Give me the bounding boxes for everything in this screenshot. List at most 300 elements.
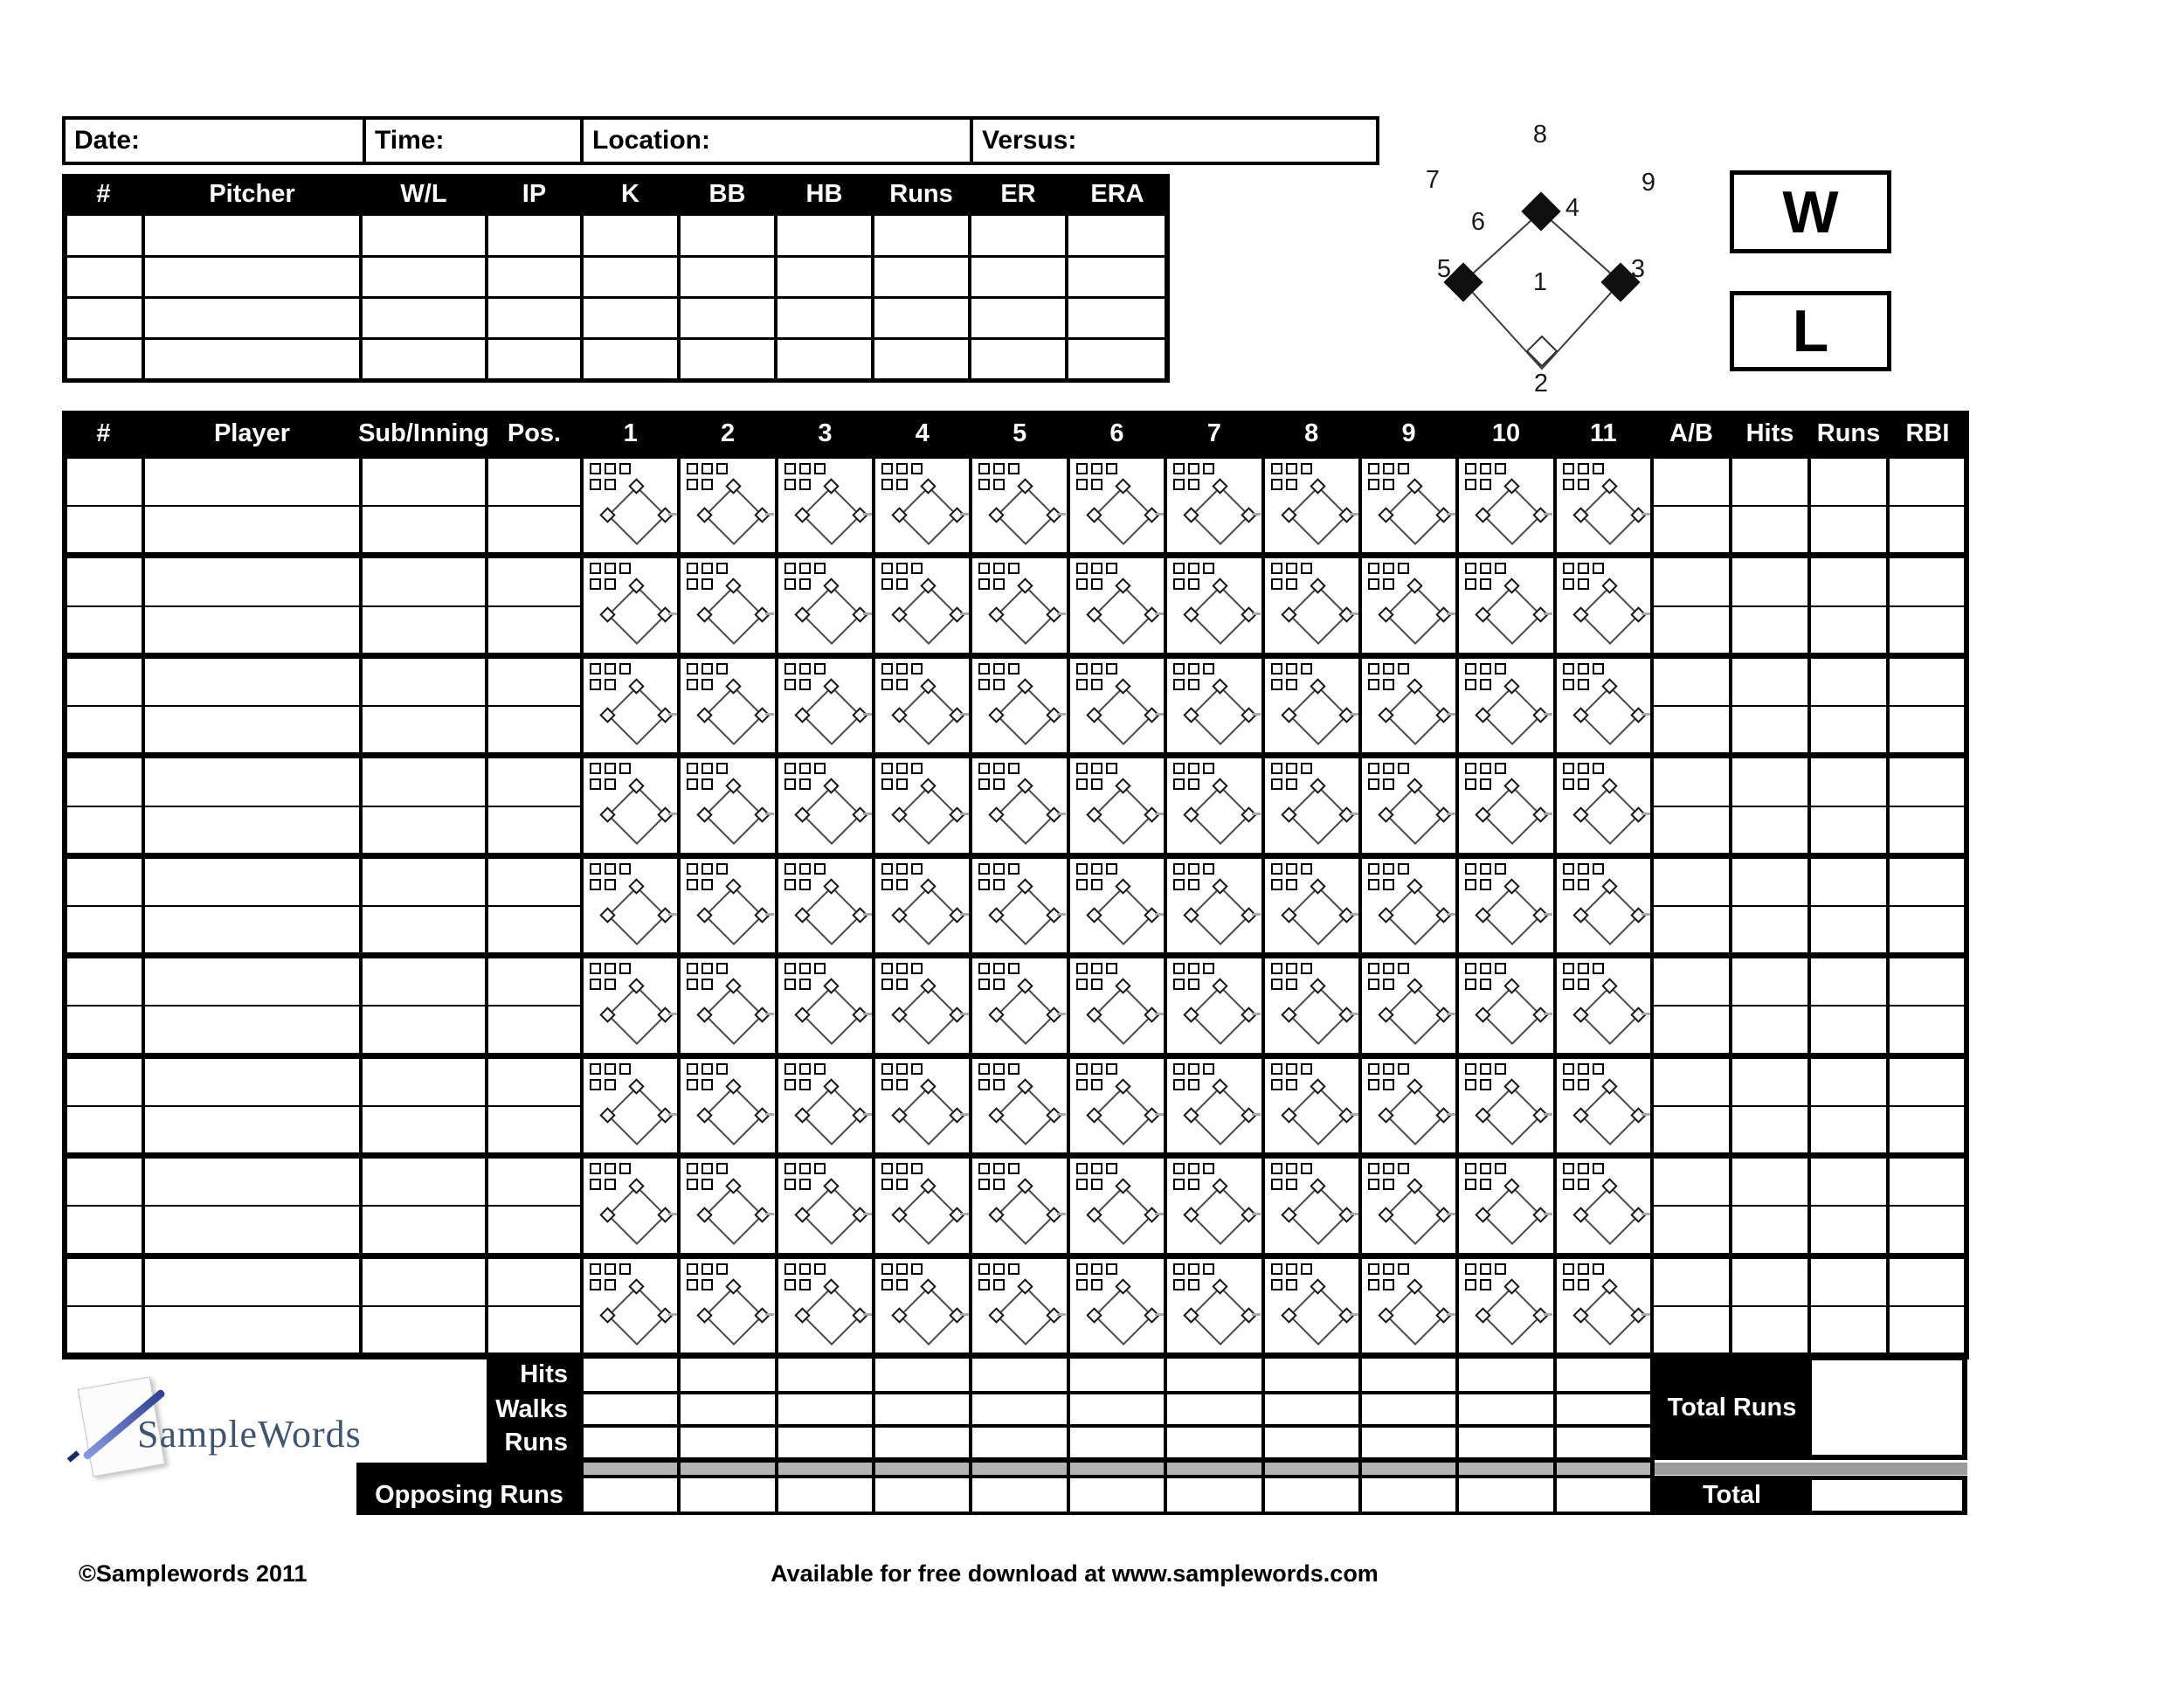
rbi-cell[interactable] — [1890, 859, 1964, 905]
pitch-count-box[interactable] — [590, 1179, 601, 1190]
summary-runs-cell[interactable] — [1557, 1428, 1650, 1457]
scoring-cell-inning-4[interactable] — [875, 1159, 969, 1252]
pitch-count-box[interactable] — [1383, 1079, 1394, 1090]
pitch-count-box[interactable] — [814, 1263, 826, 1275]
pitch-count-box[interactable] — [619, 563, 631, 574]
pitch-count-box[interactable] — [1091, 778, 1102, 790]
pitch-count-box[interactable] — [1368, 879, 1379, 890]
sub-inning-cell[interactable] — [363, 958, 485, 1005]
scoring-cell-inning-3[interactable] — [778, 958, 872, 1052]
scoring-cell-inning-1[interactable] — [584, 459, 677, 552]
pitch-count-box[interactable] — [1563, 479, 1574, 490]
pitcher-cell[interactable] — [971, 258, 1065, 296]
pitch-count-box[interactable] — [619, 663, 631, 675]
player-sub-cell[interactable] — [145, 1107, 359, 1152]
pitch-count-box[interactable] — [1465, 679, 1476, 690]
scoring-cell-inning-5[interactable] — [972, 659, 1066, 752]
pitch-count-box[interactable] — [1563, 463, 1574, 474]
pitch-count-box[interactable] — [1286, 1079, 1297, 1090]
pitch-count-box[interactable] — [1271, 1279, 1282, 1290]
pitch-count-box[interactable] — [1383, 479, 1394, 490]
pitch-count-box[interactable] — [799, 1179, 811, 1190]
pitch-count-box[interactable] — [1203, 1163, 1214, 1174]
scoring-cell-inning-4[interactable] — [875, 659, 969, 752]
pitch-count-box[interactable] — [1383, 679, 1394, 690]
pitch-count-box[interactable] — [1465, 863, 1476, 875]
scoring-cell-inning-3[interactable] — [778, 859, 872, 952]
pitch-count-box[interactable] — [1368, 963, 1379, 974]
scoring-cell-inning-9[interactable] — [1362, 1159, 1455, 1252]
pitch-count-box[interactable] — [1495, 1063, 1506, 1075]
total-runs-value-cell[interactable] — [1812, 1360, 1962, 1455]
pitch-count-box[interactable] — [590, 778, 601, 790]
pitch-count-box[interactable] — [1271, 1179, 1282, 1190]
summary-walks-cell[interactable] — [1459, 1394, 1552, 1424]
pitch-count-box[interactable] — [1076, 863, 1088, 875]
pitch-count-box[interactable] — [799, 479, 811, 490]
pitch-count-box[interactable] — [1188, 563, 1199, 574]
pitch-count-box[interactable] — [716, 663, 728, 675]
hits-cell[interactable] — [1732, 558, 1807, 605]
pitch-count-box[interactable] — [1188, 1179, 1199, 1190]
summary-opposing-runs-cell[interactable] — [584, 1478, 677, 1512]
scoring-cell-inning-9[interactable] — [1362, 659, 1455, 752]
scoring-cell-inning-10[interactable] — [1459, 958, 1552, 1052]
summary-walks-cell[interactable] — [681, 1394, 774, 1424]
pitcher-cell[interactable] — [778, 216, 871, 255]
pitch-count-box[interactable] — [1076, 479, 1088, 490]
pitch-count-box[interactable] — [1173, 578, 1185, 590]
pitch-count-box[interactable] — [799, 863, 811, 875]
scoring-cell-inning-3[interactable] — [778, 659, 872, 752]
pitch-count-box[interactable] — [1106, 563, 1117, 574]
pitch-count-box[interactable] — [911, 1063, 923, 1075]
pitch-count-box[interactable] — [896, 479, 908, 490]
pitch-count-box[interactable] — [702, 778, 713, 790]
player-cell[interactable] — [145, 459, 359, 505]
pitch-count-box[interactable] — [978, 679, 990, 690]
scoring-cell-inning-5[interactable] — [972, 1259, 1066, 1352]
scoring-cell-inning-11[interactable] — [1557, 459, 1650, 552]
pitch-count-box[interactable] — [687, 663, 698, 675]
pitch-count-box[interactable] — [1593, 1163, 1604, 1174]
pitch-count-box[interactable] — [978, 578, 990, 590]
pitch-count-box[interactable] — [1383, 763, 1394, 774]
pitch-count-box[interactable] — [1368, 1163, 1379, 1174]
pitch-count-box[interactable] — [1563, 679, 1574, 690]
summary-hits-cell[interactable] — [875, 1359, 969, 1391]
runs-sub-cell[interactable] — [1811, 1007, 1886, 1052]
pitch-count-box[interactable] — [1106, 963, 1117, 974]
pitch-count-box[interactable] — [1383, 1179, 1394, 1190]
rbi-sub-cell[interactable] — [1890, 1007, 1964, 1052]
pitch-count-box[interactable] — [605, 763, 616, 774]
pitch-count-box[interactable] — [993, 463, 1005, 474]
pitch-count-box[interactable] — [590, 1279, 601, 1290]
scoring-cell-inning-10[interactable] — [1459, 558, 1552, 652]
pitch-count-box[interactable] — [1383, 578, 1394, 590]
pitch-count-box[interactable] — [1203, 763, 1214, 774]
scoring-cell-inning-5[interactable] — [972, 1159, 1066, 1252]
pitch-count-box[interactable] — [896, 463, 908, 474]
pitch-count-box[interactable] — [619, 1063, 631, 1075]
num-cell[interactable] — [67, 558, 142, 605]
pitch-count-box[interactable] — [1301, 1163, 1312, 1174]
pitch-count-box[interactable] — [896, 578, 908, 590]
pitch-count-box[interactable] — [1301, 763, 1312, 774]
pitch-count-box[interactable] — [1465, 578, 1476, 590]
scoring-cell-inning-8[interactable] — [1265, 1259, 1358, 1352]
pitch-count-box[interactable] — [1271, 863, 1282, 875]
pitch-count-box[interactable] — [1203, 1063, 1214, 1075]
pitch-count-box[interactable] — [687, 679, 698, 690]
scoring-cell-inning-3[interactable] — [778, 758, 872, 852]
pitch-count-box[interactable] — [784, 1279, 796, 1290]
pitch-count-box[interactable] — [993, 479, 1005, 490]
pitch-count-box[interactable] — [702, 1079, 713, 1090]
info-field-versus[interactable] — [973, 120, 1376, 162]
pitch-count-box[interactable] — [1383, 1279, 1394, 1290]
pitcher-cell[interactable] — [145, 299, 359, 337]
ab-sub-cell[interactable] — [1654, 507, 1729, 552]
pitch-count-box[interactable] — [1188, 1263, 1199, 1275]
pitch-count-box[interactable] — [911, 1163, 923, 1174]
pos-sub-cell[interactable] — [488, 507, 580, 552]
num-cell[interactable] — [67, 459, 142, 505]
pitcher-cell[interactable] — [971, 216, 1065, 255]
scoring-cell-inning-1[interactable] — [584, 1059, 677, 1152]
pitch-count-box[interactable] — [978, 763, 990, 774]
pitch-count-box[interactable] — [814, 763, 826, 774]
pitch-count-box[interactable] — [1076, 763, 1088, 774]
pitch-count-box[interactable] — [1593, 663, 1604, 675]
pitcher-cell[interactable] — [363, 216, 485, 255]
pitch-count-box[interactable] — [1578, 578, 1589, 590]
player-sub-cell[interactable] — [145, 1207, 359, 1252]
scoring-cell-inning-6[interactable] — [1070, 459, 1164, 552]
pitcher-cell[interactable] — [778, 299, 871, 337]
pitch-count-box[interactable] — [799, 1079, 811, 1090]
pitch-count-box[interactable] — [1091, 1279, 1102, 1290]
pitch-count-box[interactable] — [896, 1079, 908, 1090]
pitch-count-box[interactable] — [1008, 563, 1019, 574]
runs-cell[interactable] — [1811, 1159, 1886, 1205]
summary-walks-cell[interactable] — [1167, 1394, 1261, 1424]
pitch-count-box[interactable] — [881, 679, 893, 690]
pitch-count-box[interactable] — [911, 463, 923, 474]
pitch-count-box[interactable] — [1563, 763, 1574, 774]
scoring-cell-inning-4[interactable] — [875, 859, 969, 952]
pitcher-cell[interactable] — [874, 216, 968, 255]
pitch-count-box[interactable] — [1578, 1279, 1589, 1290]
pitch-count-box[interactable] — [896, 1263, 908, 1275]
pitch-count-box[interactable] — [1383, 979, 1394, 990]
pitch-count-box[interactable] — [1076, 963, 1088, 974]
pitch-count-box[interactable] — [1271, 879, 1282, 890]
pitch-count-box[interactable] — [1465, 1179, 1476, 1190]
pitch-count-box[interactable] — [1076, 563, 1088, 574]
scoring-cell-inning-3[interactable] — [778, 459, 872, 552]
scoring-cell-inning-3[interactable] — [778, 1159, 872, 1252]
scoring-cell-inning-2[interactable] — [681, 1259, 774, 1352]
pitch-count-box[interactable] — [716, 563, 728, 574]
pos-cell[interactable] — [488, 958, 580, 1005]
pitch-count-box[interactable] — [1008, 1263, 1019, 1275]
scoring-cell-inning-9[interactable] — [1362, 558, 1455, 652]
pitch-count-box[interactable] — [978, 663, 990, 675]
pitch-count-box[interactable] — [1480, 578, 1491, 590]
pitch-count-box[interactable] — [619, 763, 631, 774]
summary-runs-cell[interactable] — [681, 1428, 774, 1457]
sub-inning-cell[interactable] — [363, 459, 485, 505]
summary-hits-cell[interactable] — [778, 1359, 872, 1391]
pos-sub-cell[interactable] — [488, 707, 580, 752]
scoring-cell-inning-1[interactable] — [584, 958, 677, 1052]
pitch-count-box[interactable] — [881, 663, 893, 675]
summary-walks-cell[interactable] — [584, 1394, 677, 1424]
scoring-cell-inning-11[interactable] — [1557, 1259, 1650, 1352]
pitch-count-box[interactable] — [619, 463, 631, 474]
pitch-count-box[interactable] — [1188, 979, 1199, 990]
pitch-count-box[interactable] — [1286, 463, 1297, 474]
pitcher-cell[interactable] — [874, 340, 968, 378]
pitch-count-box[interactable] — [1465, 1063, 1476, 1075]
pitch-count-box[interactable] — [590, 479, 601, 490]
num-sub-cell[interactable] — [67, 807, 142, 853]
pos-cell[interactable] — [488, 659, 580, 705]
pitch-count-box[interactable] — [619, 1163, 631, 1174]
sub-inning-sub-cell[interactable] — [363, 507, 485, 552]
scoring-cell-inning-1[interactable] — [584, 1259, 677, 1352]
num-cell[interactable] — [67, 1059, 142, 1105]
summary-opposing-runs-cell[interactable] — [1070, 1478, 1164, 1512]
scoring-cell-inning-7[interactable] — [1167, 1159, 1261, 1252]
pitch-count-box[interactable] — [1091, 679, 1102, 690]
pitch-count-box[interactable] — [1563, 863, 1574, 875]
pitch-count-box[interactable] — [896, 879, 908, 890]
rbi-sub-cell[interactable] — [1890, 607, 1964, 653]
runs-cell[interactable] — [1811, 1259, 1886, 1305]
pitch-count-box[interactable] — [784, 563, 796, 574]
pitch-count-box[interactable] — [1465, 763, 1476, 774]
info-field-time[interactable] — [366, 120, 580, 162]
summary-hits-cell[interactable] — [1070, 1359, 1164, 1391]
scoring-cell-inning-3[interactable] — [778, 1059, 872, 1152]
rbi-sub-cell[interactable] — [1890, 807, 1964, 853]
rbi-sub-cell[interactable] — [1890, 1107, 1964, 1152]
runs-cell[interactable] — [1811, 459, 1886, 505]
pitch-count-box[interactable] — [687, 563, 698, 574]
runs-sub-cell[interactable] — [1811, 607, 1886, 653]
pitch-count-box[interactable] — [1091, 578, 1102, 590]
pitch-count-box[interactable] — [1465, 1163, 1476, 1174]
pitch-count-box[interactable] — [1076, 1163, 1088, 1174]
rbi-cell[interactable] — [1890, 958, 1964, 1005]
pitch-count-box[interactable] — [896, 1163, 908, 1174]
pitch-count-box[interactable] — [881, 763, 893, 774]
rbi-cell[interactable] — [1890, 758, 1964, 805]
pitch-count-box[interactable] — [1465, 1263, 1476, 1275]
pitch-count-box[interactable] — [605, 1079, 616, 1090]
pitch-count-box[interactable] — [687, 1163, 698, 1174]
pitch-count-box[interactable] — [716, 763, 728, 774]
runs-cell[interactable] — [1811, 958, 1886, 1005]
pitch-count-box[interactable] — [1563, 1179, 1574, 1190]
pitcher-cell[interactable] — [584, 216, 677, 255]
num-cell[interactable] — [67, 758, 142, 805]
scoring-cell-inning-2[interactable] — [681, 758, 774, 852]
pitch-count-box[interactable] — [1495, 1163, 1506, 1174]
pitch-count-box[interactable] — [1091, 879, 1102, 890]
pitch-count-box[interactable] — [1091, 563, 1102, 574]
pitch-count-box[interactable] — [1203, 463, 1214, 474]
pitch-count-box[interactable] — [1563, 563, 1574, 574]
pitch-count-box[interactable] — [978, 778, 990, 790]
pitch-count-box[interactable] — [605, 1279, 616, 1290]
pitch-count-box[interactable] — [590, 763, 601, 774]
pitch-count-box[interactable] — [1173, 679, 1185, 690]
pitch-count-box[interactable] — [799, 463, 811, 474]
pitch-count-box[interactable] — [1495, 963, 1506, 974]
pitch-count-box[interactable] — [1563, 963, 1574, 974]
scoring-cell-inning-2[interactable] — [681, 459, 774, 552]
pitch-count-box[interactable] — [784, 463, 796, 474]
pitch-count-box[interactable] — [1173, 879, 1185, 890]
pitch-count-box[interactable] — [702, 863, 713, 875]
pitcher-cell[interactable] — [681, 216, 774, 255]
pitch-count-box[interactable] — [1383, 1263, 1394, 1275]
pitch-count-box[interactable] — [1480, 778, 1491, 790]
pitch-count-box[interactable] — [1106, 463, 1117, 474]
pitch-count-box[interactable] — [896, 863, 908, 875]
summary-opposing-runs-cell[interactable] — [778, 1478, 872, 1512]
pitch-count-box[interactable] — [1173, 963, 1185, 974]
pitch-count-box[interactable] — [1368, 563, 1379, 574]
pos-sub-cell[interactable] — [488, 1007, 580, 1052]
pitch-count-box[interactable] — [799, 1163, 811, 1174]
scoring-cell-inning-6[interactable] — [1070, 558, 1164, 652]
pitch-count-box[interactable] — [881, 979, 893, 990]
pitcher-cell[interactable] — [67, 299, 142, 337]
pos-cell[interactable] — [488, 859, 580, 905]
pitch-count-box[interactable] — [1286, 763, 1297, 774]
pos-sub-cell[interactable] — [488, 807, 580, 853]
pitch-count-box[interactable] — [993, 979, 1005, 990]
pitch-count-box[interactable] — [1593, 1063, 1604, 1075]
pitch-count-box[interactable] — [1008, 863, 1019, 875]
pitch-count-box[interactable] — [1398, 863, 1409, 875]
pitcher-cell[interactable] — [971, 340, 1065, 378]
pos-sub-cell[interactable] — [488, 1107, 580, 1152]
pitch-count-box[interactable] — [1465, 979, 1476, 990]
scoring-cell-inning-7[interactable] — [1167, 558, 1261, 652]
scoring-cell-inning-3[interactable] — [778, 558, 872, 652]
pitch-count-box[interactable] — [1563, 979, 1574, 990]
pitch-count-box[interactable] — [1480, 1179, 1491, 1190]
pitch-count-box[interactable] — [1465, 963, 1476, 974]
scoring-cell-inning-9[interactable] — [1362, 859, 1455, 952]
pitch-count-box[interactable] — [1173, 778, 1185, 790]
pitch-count-box[interactable] — [1091, 463, 1102, 474]
pitch-count-box[interactable] — [896, 1179, 908, 1190]
pitch-count-box[interactable] — [1495, 863, 1506, 875]
pitch-count-box[interactable] — [1076, 879, 1088, 890]
hits-sub-cell[interactable] — [1732, 807, 1807, 853]
sub-inning-cell[interactable] — [363, 1059, 485, 1105]
info-field-location[interactable] — [584, 120, 970, 162]
pitch-count-box[interactable] — [993, 1079, 1005, 1090]
scoring-cell-inning-6[interactable] — [1070, 659, 1164, 752]
pitch-count-box[interactable] — [911, 663, 923, 675]
pitch-count-box[interactable] — [1368, 1179, 1379, 1190]
num-sub-cell[interactable] — [67, 1107, 142, 1152]
pitch-count-box[interactable] — [896, 778, 908, 790]
pitch-count-box[interactable] — [702, 663, 713, 675]
pitch-count-box[interactable] — [1091, 863, 1102, 875]
pitch-count-box[interactable] — [1076, 1179, 1088, 1190]
pitch-count-box[interactable] — [1173, 763, 1185, 774]
pitch-count-box[interactable] — [1480, 1079, 1491, 1090]
scoring-cell-inning-6[interactable] — [1070, 859, 1164, 952]
rbi-cell[interactable] — [1890, 1159, 1964, 1205]
pitch-count-box[interactable] — [1091, 1079, 1102, 1090]
ab-sub-cell[interactable] — [1654, 707, 1729, 752]
pitch-count-box[interactable] — [814, 563, 826, 574]
pitch-count-box[interactable] — [1578, 863, 1589, 875]
pitch-count-box[interactable] — [687, 879, 698, 890]
pitcher-cell[interactable] — [67, 340, 142, 378]
pitch-count-box[interactable] — [1106, 1163, 1117, 1174]
pitch-count-box[interactable] — [619, 863, 631, 875]
pitch-count-box[interactable] — [687, 463, 698, 474]
runs-cell[interactable] — [1811, 558, 1886, 605]
ab-cell[interactable] — [1654, 459, 1729, 505]
scoring-cell-inning-10[interactable] — [1459, 758, 1552, 852]
pitch-count-box[interactable] — [702, 1063, 713, 1075]
pitch-count-box[interactable] — [1301, 963, 1312, 974]
summary-hits-cell[interactable] — [584, 1359, 677, 1391]
pitch-count-box[interactable] — [1398, 663, 1409, 675]
pitch-count-box[interactable] — [784, 1063, 796, 1075]
pitch-count-box[interactable] — [1578, 563, 1589, 574]
scoring-cell-inning-11[interactable] — [1557, 758, 1650, 852]
pitch-count-box[interactable] — [978, 563, 990, 574]
pitch-count-box[interactable] — [784, 963, 796, 974]
pitch-count-box[interactable] — [911, 763, 923, 774]
pitch-count-box[interactable] — [1563, 1063, 1574, 1075]
pitch-count-box[interactable] — [1271, 1063, 1282, 1075]
scoring-cell-inning-10[interactable] — [1459, 1159, 1552, 1252]
scoring-cell-inning-7[interactable] — [1167, 859, 1261, 952]
pos-sub-cell[interactable] — [488, 1207, 580, 1252]
pitch-count-box[interactable] — [605, 578, 616, 590]
pitch-count-box[interactable] — [1076, 1263, 1088, 1275]
scoring-cell-inning-8[interactable] — [1265, 758, 1358, 852]
pitch-count-box[interactable] — [799, 1279, 811, 1290]
pitch-count-box[interactable] — [716, 1063, 728, 1075]
pitch-count-box[interactable] — [605, 1163, 616, 1174]
pitch-count-box[interactable] — [619, 1263, 631, 1275]
pitch-count-box[interactable] — [911, 1263, 923, 1275]
pitch-count-box[interactable] — [881, 1079, 893, 1090]
pitch-count-box[interactable] — [1368, 463, 1379, 474]
pitch-count-box[interactable] — [1076, 578, 1088, 590]
pitch-count-box[interactable] — [784, 979, 796, 990]
pitch-count-box[interactable] — [687, 1279, 698, 1290]
runs-cell[interactable] — [1811, 859, 1886, 905]
hits-cell[interactable] — [1732, 1159, 1807, 1205]
sub-inning-cell[interactable] — [363, 659, 485, 705]
